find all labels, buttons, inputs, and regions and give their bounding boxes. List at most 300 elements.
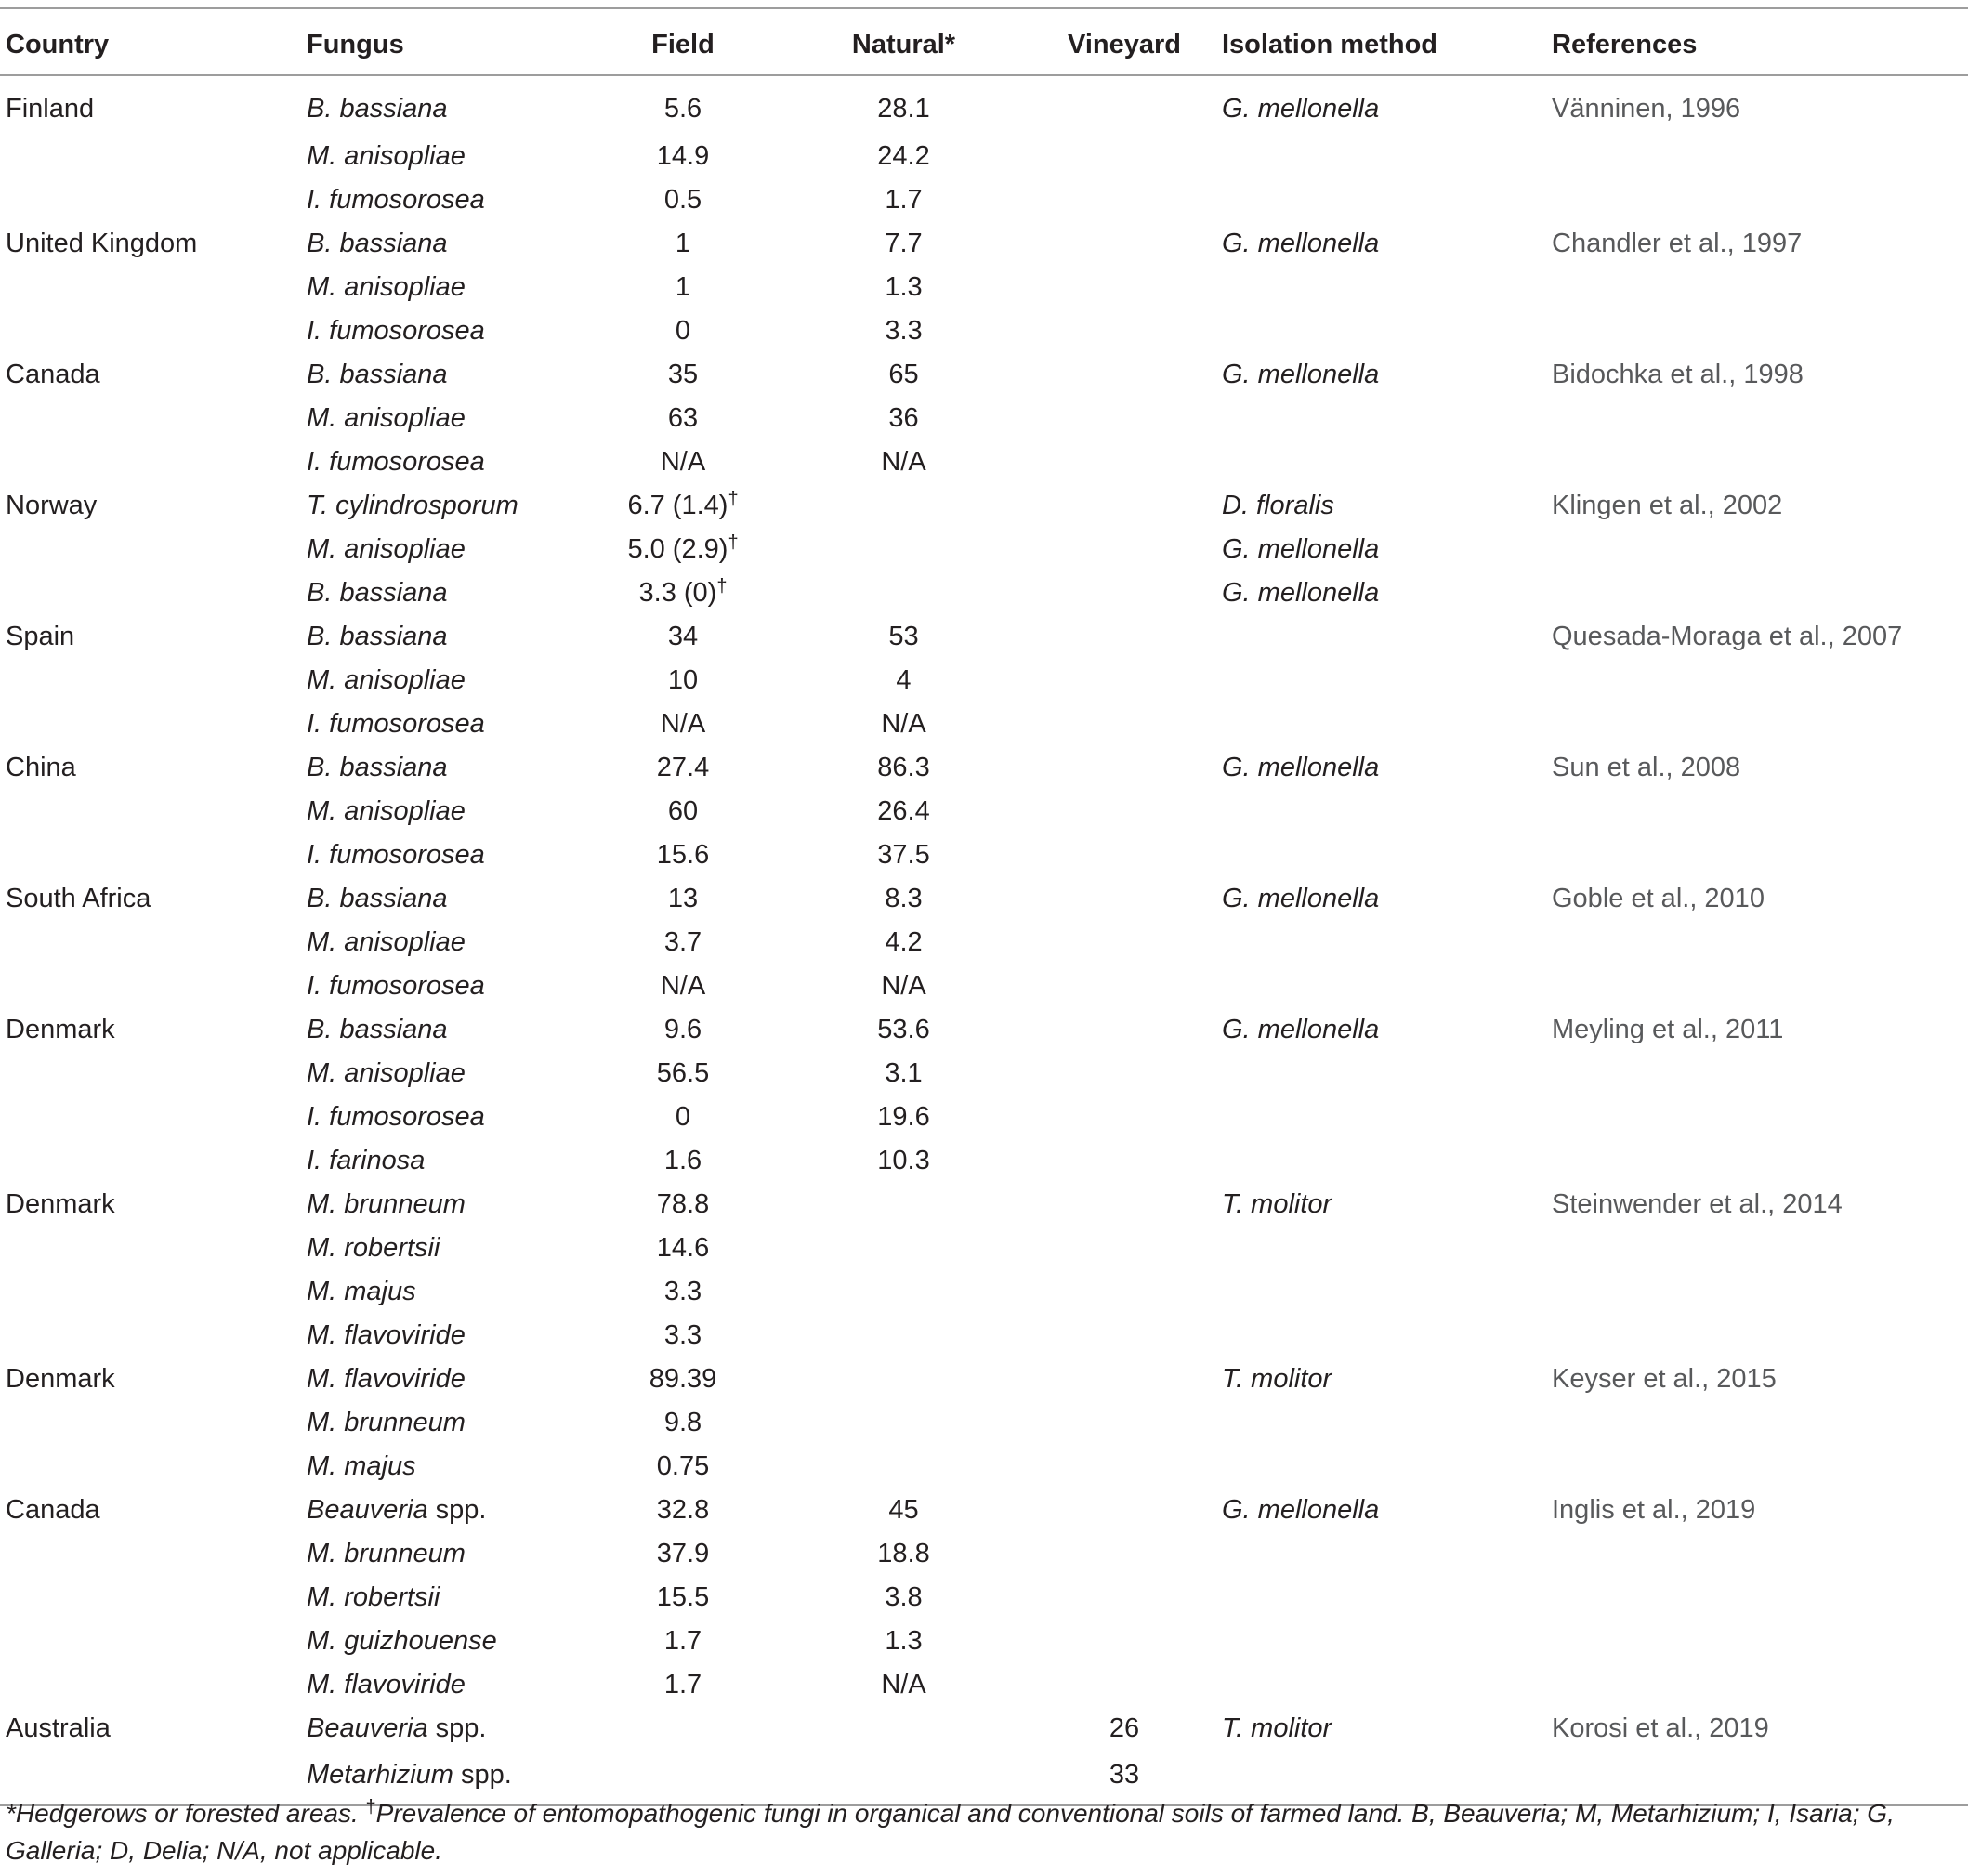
cell-field	[585, 921, 781, 964]
cell-isolation-method	[1222, 1532, 1552, 1576]
cell-field-text: 14.6	[656, 1233, 710, 1263]
cell-natural	[781, 746, 1027, 790]
cell-isolation-method	[1222, 1095, 1552, 1139]
cell-isolation-method-text: T. molitor	[1222, 1713, 1332, 1743]
cell-vineyard	[1027, 178, 1222, 222]
cell-fungus-text: M. anisopliae	[307, 534, 466, 564]
table-row	[0, 309, 1968, 353]
cell-reference	[1552, 1270, 1968, 1314]
cell-field	[585, 528, 781, 571]
cell-natural	[781, 266, 1027, 309]
cell-fungus	[307, 1445, 585, 1489]
cell-reference	[1552, 1314, 1968, 1358]
cell-isolation-method	[1222, 484, 1552, 528]
cell-vineyard	[1027, 1139, 1222, 1183]
cell-reference	[1552, 790, 1968, 833]
cell-natural	[781, 528, 1027, 571]
cell-country	[0, 1314, 307, 1358]
cell-field	[585, 571, 781, 615]
cell-natural	[781, 1358, 1027, 1401]
cell-natural-text: 1.3	[885, 1626, 923, 1656]
cell-field-text: 13	[667, 884, 699, 913]
fungi-prevalence-table	[0, 7, 1968, 1806]
cell-isolation-method-text: G. mellonella	[1222, 884, 1380, 913]
cell-field-text: 60	[667, 796, 699, 826]
cell-field-text: 37.9	[656, 1539, 710, 1568]
cell-isolation-method	[1222, 833, 1552, 877]
cell-natural-text: N/A	[881, 1670, 926, 1699]
cell-fungus-text: I. fumosorosea	[307, 185, 485, 215]
cell-isolation-method	[1222, 528, 1552, 571]
cell-natural	[781, 615, 1027, 659]
cell-natural-text: N/A	[881, 447, 926, 477]
cell-country	[0, 1270, 307, 1314]
cell-natural-text: 8.3	[885, 884, 923, 913]
cell-fungus	[307, 1532, 585, 1576]
table-row	[0, 1663, 1968, 1707]
cell-country-text: Australia	[6, 1713, 111, 1743]
cell-field	[585, 1314, 781, 1358]
cell-fungus-text: M. anisopliae	[307, 665, 466, 695]
cell-fungus	[307, 1576, 585, 1620]
cell-country	[0, 484, 307, 528]
cell-fungus	[307, 353, 585, 397]
table-row	[0, 1576, 1968, 1620]
cell-country-text: China	[6, 753, 76, 782]
cell-country-text: United Kingdom	[6, 229, 198, 258]
cell-isolation-method	[1222, 1489, 1552, 1532]
cell-natural	[781, 75, 1027, 135]
cell-vineyard	[1027, 440, 1222, 484]
cell-vineyard	[1027, 1095, 1222, 1139]
cell-natural	[781, 571, 1027, 615]
cell-country	[0, 1183, 307, 1227]
cell-natural	[781, 1707, 1027, 1751]
cell-fungus	[307, 1052, 585, 1095]
cell-natural-text: 10.3	[877, 1146, 930, 1175]
cell-fungus	[307, 702, 585, 746]
cell-vineyard	[1027, 353, 1222, 397]
table-row	[0, 440, 1968, 484]
cell-field	[585, 1227, 781, 1270]
table-row	[0, 1095, 1968, 1139]
cell-field-text: N/A	[660, 971, 706, 1001]
cell-reference	[1552, 1707, 1968, 1751]
cell-field	[585, 1401, 781, 1445]
cell-reference	[1552, 1227, 1968, 1270]
cell-field-dagger: †	[728, 489, 739, 509]
table-row	[0, 1489, 1968, 1532]
footnote-abbreviations: Prevalence of entomopathogenic fungi in organical and conventional soils of farmed land. B, Beauveria; M, Metarhizium; I, Isaria; G, Galleria; D, Delia; N/A, not applicable.	[6, 1799, 1895, 1865]
cell-field-text: 3.3	[663, 1277, 702, 1306]
cell-fungus-text: B. bassiana	[307, 578, 448, 608]
cell-reference	[1552, 135, 1968, 178]
cell-isolation-method	[1222, 1663, 1552, 1707]
cell-field-text: 0	[675, 1102, 691, 1132]
cell-vineyard	[1027, 528, 1222, 571]
cell-field	[585, 1270, 781, 1314]
cell-fungus	[307, 178, 585, 222]
cell-field-text: 27.4	[656, 753, 710, 782]
cell-isolation-method	[1222, 1401, 1552, 1445]
cell-natural	[781, 1489, 1027, 1532]
cell-country	[0, 1095, 307, 1139]
cell-fungus-text: Beauveria	[307, 1713, 428, 1743]
cell-country	[0, 266, 307, 309]
cell-vineyard	[1027, 1576, 1222, 1620]
cell-natural	[781, 440, 1027, 484]
cell-fungus	[307, 1663, 585, 1707]
cell-vineyard	[1027, 615, 1222, 659]
cell-natural	[781, 1663, 1027, 1707]
cell-fungus	[307, 397, 585, 440]
cell-reference-text: Klingen et al., 2002	[1552, 491, 1783, 520]
cell-reference-text: Goble et al., 2010	[1552, 884, 1765, 913]
cell-country	[0, 178, 307, 222]
cell-reference	[1552, 1620, 1968, 1663]
cell-natural-text: 45	[888, 1495, 919, 1525]
cell-natural	[781, 309, 1027, 353]
cell-country	[0, 309, 307, 353]
cell-country	[0, 1663, 307, 1707]
header-vineyard: Vineyard	[1027, 8, 1222, 75]
cell-vineyard-text: 33	[1109, 1759, 1140, 1790]
cell-country	[0, 75, 307, 135]
cell-field	[585, 1532, 781, 1576]
cell-country	[0, 702, 307, 746]
cell-reference	[1552, 1183, 1968, 1227]
table-row	[0, 1620, 1968, 1663]
cell-isolation-method-text: G. mellonella	[1222, 1015, 1380, 1044]
cell-vineyard	[1027, 1314, 1222, 1358]
cell-vineyard	[1027, 659, 1222, 702]
cell-natural	[781, 1445, 1027, 1489]
cell-vineyard	[1027, 1183, 1222, 1227]
cell-country-text: Finland	[6, 94, 95, 124]
cell-country	[0, 746, 307, 790]
header-field: Field	[585, 8, 781, 75]
cell-field-dagger: †	[728, 532, 739, 553]
cell-natural-text: 7.7	[885, 229, 923, 258]
cell-natural	[781, 921, 1027, 964]
cell-vineyard	[1027, 746, 1222, 790]
cell-country	[0, 1532, 307, 1576]
cell-country	[0, 397, 307, 440]
cell-natural	[781, 964, 1027, 1008]
cell-isolation-method	[1222, 1620, 1552, 1663]
cell-field	[585, 1052, 781, 1095]
cell-fungus-text: B. bassiana	[307, 753, 448, 782]
cell-fungus	[307, 1489, 585, 1532]
cell-field-text: 78.8	[656, 1189, 710, 1219]
cell-field	[585, 659, 781, 702]
cell-reference	[1552, 921, 1968, 964]
cell-reference-text: Vänninen, 1996	[1552, 94, 1741, 124]
cell-field-text: 5.0 (2.9)	[627, 534, 728, 564]
table-row	[0, 921, 1968, 964]
cell-isolation-method-text: G. mellonella	[1222, 1495, 1380, 1525]
cell-country	[0, 528, 307, 571]
cell-vineyard	[1027, 1663, 1222, 1707]
header-fungus: Fungus	[307, 8, 585, 75]
cell-isolation-method	[1222, 178, 1552, 222]
cell-vineyard	[1027, 309, 1222, 353]
table-row	[0, 1707, 1968, 1751]
table-row	[0, 353, 1968, 397]
cell-country	[0, 790, 307, 833]
cell-country	[0, 353, 307, 397]
cell-field-text: 1.6	[663, 1146, 702, 1175]
cell-natural-text: N/A	[881, 709, 926, 739]
cell-natural	[781, 397, 1027, 440]
cell-fungus-text: M. flavoviride	[307, 1320, 466, 1350]
cell-country	[0, 833, 307, 877]
table-row	[0, 1532, 1968, 1576]
cell-fungus-text: B. bassiana	[307, 360, 448, 389]
cell-fungus-text: M. robertsii	[307, 1582, 440, 1612]
cell-fungus-text: B. bassiana	[307, 884, 448, 913]
cell-field	[585, 702, 781, 746]
cell-field	[585, 440, 781, 484]
cell-vineyard	[1027, 964, 1222, 1008]
cell-vineyard	[1027, 222, 1222, 266]
header-row	[0, 8, 1968, 75]
cell-natural-text: 37.5	[877, 840, 930, 870]
cell-reference	[1552, 746, 1968, 790]
cell-isolation-method	[1222, 440, 1552, 484]
cell-country	[0, 877, 307, 921]
cell-field	[585, 790, 781, 833]
cell-fungus-text: M. anisopliae	[307, 927, 466, 957]
table-body	[0, 75, 1968, 1805]
cell-fungus	[307, 1008, 585, 1052]
cell-isolation-method	[1222, 877, 1552, 921]
cell-reference	[1552, 964, 1968, 1008]
cell-isolation-method	[1222, 571, 1552, 615]
table-row	[0, 659, 1968, 702]
cell-reference-text: Keyser et al., 2015	[1552, 1364, 1777, 1394]
cell-natural-text: 3.3	[885, 316, 923, 346]
cell-country	[0, 1358, 307, 1401]
cell-vineyard	[1027, 1707, 1222, 1751]
header-natural: Natural*	[781, 8, 1027, 75]
cell-isolation-method	[1222, 615, 1552, 659]
cell-isolation-method	[1222, 1314, 1552, 1358]
cell-natural-text: N/A	[881, 971, 926, 1001]
cell-field-text: 1	[675, 272, 691, 302]
cell-fungus-text: I. fumosorosea	[307, 316, 485, 346]
cell-reference	[1552, 1663, 1968, 1707]
cell-country-text: South Africa	[6, 884, 151, 913]
footnote-natural-note: *Hedgerows or forested areas.	[6, 1799, 366, 1828]
cell-isolation-method	[1222, 266, 1552, 309]
cell-natural	[781, 877, 1027, 921]
cell-natural	[781, 702, 1027, 746]
cell-field-text: 15.5	[656, 1582, 710, 1612]
cell-field-text: 63	[667, 403, 699, 433]
cell-fungus-text: M. anisopliae	[307, 141, 466, 171]
cell-field-text: 3.7	[663, 927, 702, 957]
cell-isolation-method	[1222, 1358, 1552, 1401]
cell-isolation-method-text: G. mellonella	[1222, 229, 1380, 258]
cell-reference-text: Sun et al., 2008	[1552, 753, 1741, 782]
cell-field-text: N/A	[660, 447, 706, 477]
cell-natural	[781, 1401, 1027, 1445]
cell-isolation-method	[1222, 702, 1552, 746]
cell-fungus	[307, 746, 585, 790]
cell-fungus	[307, 1358, 585, 1401]
cell-field-text: 9.6	[663, 1015, 702, 1044]
table-row	[0, 1227, 1968, 1270]
cell-isolation-method	[1222, 75, 1552, 135]
cell-isolation-method	[1222, 135, 1552, 178]
cell-isolation-method-text: T. molitor	[1222, 1364, 1332, 1394]
cell-reference	[1552, 484, 1968, 528]
table-row	[0, 397, 1968, 440]
cell-vineyard	[1027, 1227, 1222, 1270]
table-row	[0, 135, 1968, 178]
cell-fungus	[307, 790, 585, 833]
cell-reference	[1552, 222, 1968, 266]
table-row	[0, 877, 1968, 921]
cell-fungus	[307, 1270, 585, 1314]
cell-natural	[781, 790, 1027, 833]
cell-field-text: 9.8	[663, 1408, 702, 1437]
cell-natural	[781, 1008, 1027, 1052]
cell-reference	[1552, 1489, 1968, 1532]
cell-reference	[1552, 353, 1968, 397]
cell-fungus	[307, 440, 585, 484]
cell-reference	[1552, 1532, 1968, 1576]
cell-field-text: 1.7	[663, 1670, 702, 1699]
cell-fungus-text: M. anisopliae	[307, 403, 466, 433]
cell-fungus-text: M. anisopliae	[307, 1058, 466, 1088]
cell-vineyard	[1027, 790, 1222, 833]
table-row	[0, 75, 1968, 135]
cell-isolation-method	[1222, 964, 1552, 1008]
cell-field-text: 10	[667, 665, 699, 695]
cell-isolation-method	[1222, 1183, 1552, 1227]
header-isolation-method: Isolation method	[1222, 8, 1552, 75]
cell-vineyard	[1027, 1445, 1222, 1489]
cell-fungus	[307, 964, 585, 1008]
cell-natural-text: 3.8	[885, 1582, 923, 1612]
cell-country-text: Denmark	[6, 1015, 115, 1044]
cell-vineyard	[1027, 833, 1222, 877]
cell-fungus-text: I. fumosorosea	[307, 447, 485, 477]
cell-isolation-method	[1222, 309, 1552, 353]
cell-fungus-suffix: spp.	[427, 1495, 487, 1525]
cell-vineyard	[1027, 1008, 1222, 1052]
cell-fungus-text: M. brunneum	[307, 1539, 466, 1568]
table-row	[0, 484, 1968, 528]
cell-country-text: Denmark	[6, 1189, 115, 1219]
cell-natural	[781, 135, 1027, 178]
cell-field	[585, 1576, 781, 1620]
cell-fungus-text: M. brunneum	[307, 1408, 466, 1437]
cell-country-text: Canada	[6, 360, 100, 389]
cell-field-text: 34	[667, 622, 699, 651]
cell-field	[585, 1489, 781, 1532]
table-row	[0, 964, 1968, 1008]
cell-reference-text: Bidochka et al., 1998	[1552, 360, 1804, 389]
cell-isolation-method	[1222, 746, 1552, 790]
cell-field-text: 6.7 (1.4)	[627, 491, 728, 520]
cell-field-text: 5.6	[663, 94, 702, 124]
table-row	[0, 1139, 1968, 1183]
cell-vineyard	[1027, 921, 1222, 964]
cell-natural-text: 19.6	[877, 1102, 930, 1132]
cell-reference	[1552, 615, 1968, 659]
cell-fungus-text: I. farinosa	[307, 1146, 426, 1175]
cell-fungus	[307, 921, 585, 964]
table-row	[0, 266, 1968, 309]
cell-field	[585, 1620, 781, 1663]
cell-country	[0, 1227, 307, 1270]
cell-field-text: 14.9	[656, 141, 710, 171]
cell-field-text: 89.39	[649, 1364, 717, 1394]
cell-country	[0, 1576, 307, 1620]
cell-vineyard	[1027, 1620, 1222, 1663]
cell-reference	[1552, 1095, 1968, 1139]
cell-isolation-method	[1222, 1707, 1552, 1751]
cell-fungus-text: M. anisopliae	[307, 796, 466, 826]
table-row	[0, 702, 1968, 746]
cell-fungus	[307, 1139, 585, 1183]
cell-field	[585, 1008, 781, 1052]
cell-country-text: Norway	[6, 491, 98, 520]
cell-field	[585, 1663, 781, 1707]
table-row	[0, 1445, 1968, 1489]
cell-isolation-method-text: G. mellonella	[1222, 360, 1380, 389]
cell-field	[585, 1445, 781, 1489]
cell-country	[0, 1401, 307, 1445]
cell-natural-text: 4	[896, 665, 912, 695]
cell-field	[585, 877, 781, 921]
cell-natural-text: 53	[888, 622, 919, 651]
table-row	[0, 1052, 1968, 1095]
cell-reference	[1552, 1401, 1968, 1445]
cell-fungus-text: M. guizhouense	[307, 1626, 497, 1656]
cell-reference	[1552, 659, 1968, 702]
cell-natural-text: 18.8	[877, 1539, 930, 1568]
cell-reference	[1552, 702, 1968, 746]
cell-vineyard	[1027, 877, 1222, 921]
cell-natural-text: 86.3	[877, 753, 930, 782]
cell-natural-text: 1.3	[885, 272, 923, 302]
cell-reference-text: Chandler et al., 1997	[1552, 229, 1803, 258]
cell-field-text: N/A	[660, 709, 706, 739]
cell-fungus-text: B. bassiana	[307, 1015, 448, 1044]
cell-reference	[1552, 397, 1968, 440]
cell-field	[585, 266, 781, 309]
cell-fungus-text: M. flavoviride	[307, 1670, 466, 1699]
cell-fungus	[307, 615, 585, 659]
cell-field	[585, 964, 781, 1008]
cell-fungus	[307, 75, 585, 135]
cell-vineyard	[1027, 1358, 1222, 1401]
cell-isolation-method-text: T. molitor	[1222, 1189, 1332, 1219]
cell-isolation-method	[1222, 1139, 1552, 1183]
cell-vineyard	[1027, 75, 1222, 135]
cell-natural-text: 3.1	[885, 1058, 923, 1088]
table-row	[0, 615, 1968, 659]
cell-isolation-method-text: G. mellonella	[1222, 94, 1380, 124]
cell-fungus	[307, 659, 585, 702]
cell-field	[585, 397, 781, 440]
cell-field	[585, 1358, 781, 1401]
cell-fungus	[307, 1401, 585, 1445]
